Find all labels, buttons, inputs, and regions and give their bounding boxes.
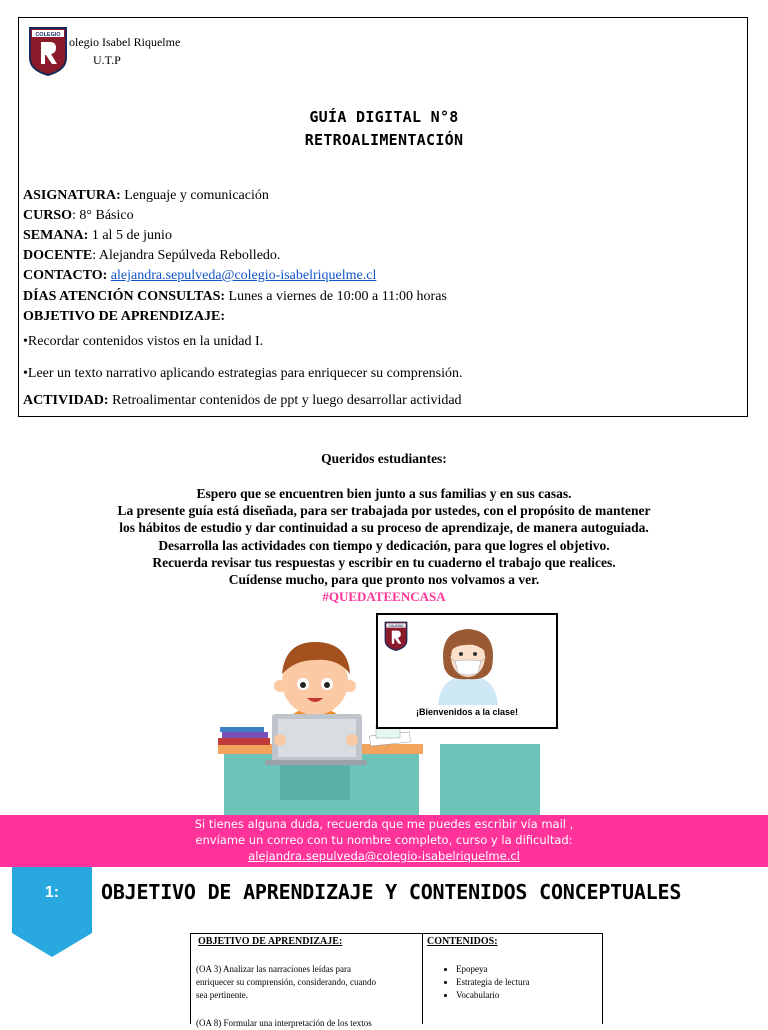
hashtag: #QUEDATEENCASA xyxy=(322,589,446,604)
info-semana xyxy=(23,226,172,246)
info-objetivo xyxy=(23,307,225,327)
dias-value: Lunes a viernes de 10:00 a 11:00 horas xyxy=(225,289,447,304)
asignatura-label: ASIGNATURA: xyxy=(23,188,121,203)
docente-label: DOCENTE xyxy=(23,248,93,263)
teacher-illustration xyxy=(428,621,508,705)
curso-label: CURSO xyxy=(23,208,73,223)
asignatura-value: Lenguaje y comunicación xyxy=(120,188,269,203)
actividad-label: ACTIVIDAD: xyxy=(23,393,109,408)
semana-value: 1 al 5 de junio xyxy=(88,228,172,243)
curso-value: : 8° Básico xyxy=(72,208,134,223)
info-curso xyxy=(23,206,134,226)
contacto-email-link[interactable]: alejandra.sepulveda@colegio-isabelriquelme.cl xyxy=(110,268,377,283)
info-contacto xyxy=(23,266,376,286)
letter-line: Desarrolla las actividades con tiempo y dedicación, para que logres el objetivo. xyxy=(158,538,610,553)
table-divider xyxy=(422,934,423,1024)
banner-line-1: Si tienes alguna duda, recuerda que me puedes escribir vía mail , xyxy=(194,817,574,831)
school-name: olegio Isabel Riquelme xyxy=(69,35,181,49)
guide-title: GUÍA DIGITAL N°8 xyxy=(309,108,459,126)
oa-line: enriquecer su comprensión, considerando, cuando xyxy=(196,977,376,987)
section-badge xyxy=(12,867,92,957)
table-header-contenidos: CONTENIDOS: xyxy=(427,936,498,947)
table-header-objetivo: OBJETIVO DE APRENDIZAJE: xyxy=(198,936,343,947)
banner-email-link[interactable]: alejandra.sepulveda@colegio-isabelriquelme.cl xyxy=(248,849,520,863)
oa-text xyxy=(196,963,416,1002)
info-docente xyxy=(23,246,280,266)
letter-line: los hábitos de estudio y dar continuidad a su proceso de aprendizaje, de manera autoguiada. xyxy=(119,520,649,535)
contact-banner xyxy=(0,815,768,867)
letter-line: Cuídense mucho, para que pronto nos volvamos a ver. xyxy=(228,572,540,587)
objectives-table xyxy=(190,933,603,1028)
letter-line: Recuerda revisar tus respuestas y escribir en tu cuaderno el trabajo que realices. xyxy=(152,555,616,570)
info-dias xyxy=(23,287,447,307)
section-title: OBJETIVO DE APRENDIZAJE Y CONTENIDOS CONCEPTUALES xyxy=(101,880,682,904)
semana-label: SEMANA: xyxy=(23,228,89,243)
card-logo-text: COLEGIO xyxy=(388,624,404,628)
card-logo xyxy=(384,621,408,651)
guide-subtitle: RETROALIMENTACIÓN xyxy=(304,131,464,149)
section-number: 1: xyxy=(44,884,60,901)
actividad-value: Retroalimentar contenidos de ppt y luego desarrollar actividad xyxy=(108,393,462,408)
school-unit: U.T.P xyxy=(93,53,121,67)
school-logo xyxy=(28,26,68,76)
objetivo-bullet-2: •Leer un texto narrativo aplicando estrategias para enriquecer su comprensión. xyxy=(23,366,463,381)
contacto-label: CONTACTO: xyxy=(23,268,108,283)
objetivo-bullet-1: •Recordar contenidos vistos en la unidad I. xyxy=(23,334,264,349)
oa-line: sea pertinente. xyxy=(196,990,248,1000)
contenidos-list xyxy=(444,963,529,1002)
objetivo-label: OBJETIVO DE APRENDIZAJE: xyxy=(23,309,225,324)
letter-greeting: Queridos estudiantes: xyxy=(321,451,447,466)
oa-line: (OA 3) Analizar las narraciones leídas para xyxy=(196,964,351,974)
letter-line: Espero que se encuentren bien junto a sus familias y en sus casas. xyxy=(196,486,572,501)
docente-value: : Alejandra Sepúlveda Rebolledo. xyxy=(92,248,281,263)
list-item: • Vocabulario xyxy=(456,989,529,1002)
oa-next-line: (OA 8) Formular una interpretación de los textos xyxy=(196,1018,372,1028)
list-item: • Epopeya xyxy=(456,963,529,976)
logo-text: COLEGIO xyxy=(35,32,61,38)
dias-label: DÍAS ATENCIÓN CONSULTAS: xyxy=(23,289,226,304)
welcome-text: ¡Bienvenidos a la clase! xyxy=(415,707,519,717)
list-item: • Estrategia de lectura xyxy=(456,976,529,989)
info-asignatura xyxy=(23,186,269,206)
welcome-card xyxy=(376,613,558,729)
info-actividad xyxy=(23,391,462,411)
letter-line: La presente guía está diseñada, para ser trabajada por ustedes, con el propósito de mantener xyxy=(117,503,651,518)
banner-line-2: envíame un correo con tu nombre completo, curso y la dificultad: xyxy=(195,833,573,847)
